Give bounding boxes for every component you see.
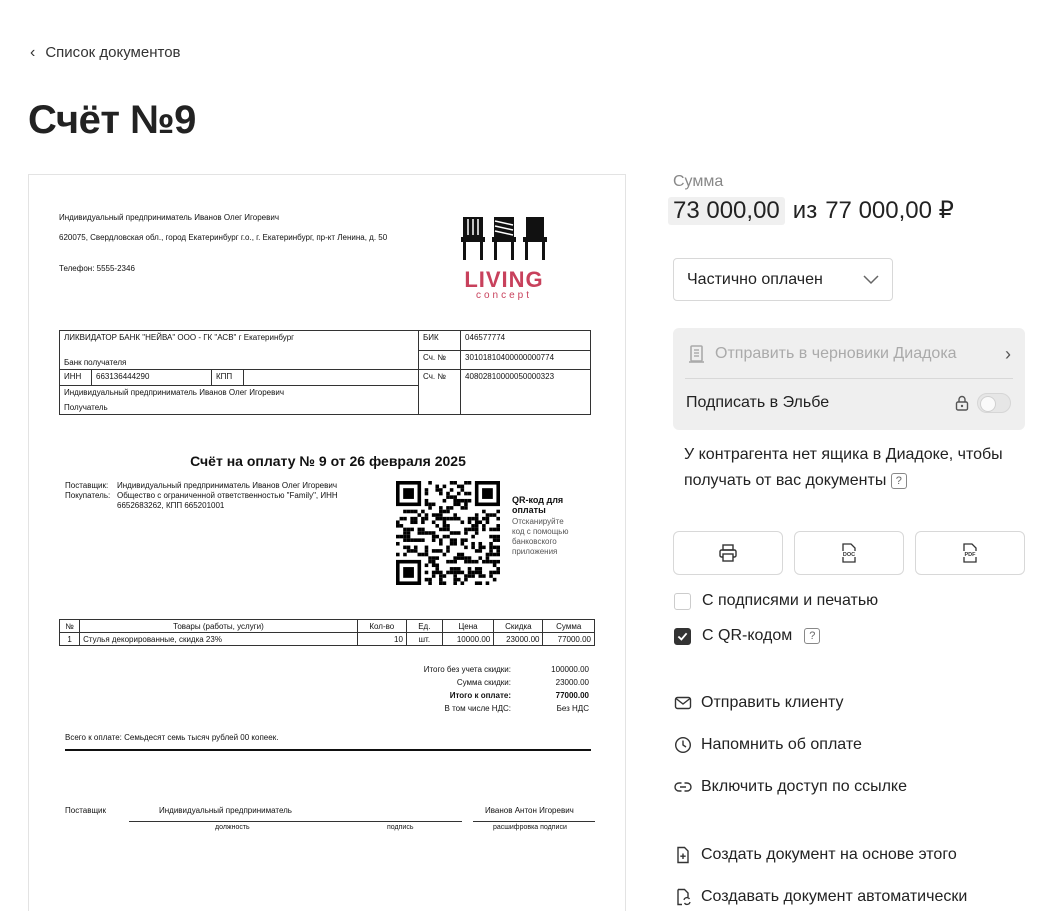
back-link-label: Список документов [45, 44, 181, 61]
help-icon[interactable]: ? [891, 473, 907, 489]
brand-name: LIVING [464, 267, 544, 292]
sign-in-elba-label: Подписать в Эльбе [686, 394, 830, 411]
signature-name: Иванов Антон Игоревич [485, 806, 574, 815]
company-logo [457, 215, 551, 301]
goods-header-cell: Ед. [406, 620, 442, 633]
total-label: Итого без учета скидки: [423, 665, 511, 674]
corr-label: Сч. № [419, 350, 461, 370]
diadoc-notice-text: У контрагента нет ящика в Диадоке, чтобы получать от вас документы [684, 446, 1003, 489]
account-label: Сч. № [419, 370, 461, 415]
sum-amount [668, 196, 954, 225]
total-in-words: Всего к оплате: Семьдесят семь тысяч рублей 00 копеек. [65, 733, 279, 742]
goods-table [59, 619, 595, 646]
buyer-label: Покупатель: [65, 491, 111, 500]
total-label: В том числе НДС: [444, 704, 511, 713]
enable-link-access-button[interactable] [674, 778, 907, 796]
goods-header-cell: № [60, 620, 80, 633]
remind-payment-button[interactable] [674, 736, 862, 754]
diadoc-notice [684, 442, 1014, 494]
goods-cell: 23000.00 [494, 633, 543, 646]
goods-header-cell: Скидка [494, 620, 543, 633]
link-icon [674, 778, 692, 796]
invoice-totals [389, 663, 589, 715]
goods-cell: 1 [60, 633, 80, 646]
clock-icon [674, 736, 692, 754]
bank-details-table [59, 330, 591, 415]
remind-payment-label: Напомнить об оплате [701, 736, 862, 753]
divider [65, 749, 591, 751]
recipient-label: Получатель [64, 403, 108, 412]
buyer-value: Общество с ограниченной ответственностью "Family", ИНН 6652683262, КПП 665201001 [117, 491, 338, 510]
file-repeat-icon [674, 888, 692, 906]
document-icon [687, 344, 707, 364]
caption-sign: подпись [387, 824, 414, 831]
invoice-preview [28, 174, 626, 911]
enable-link-access-label: Включить доступ по ссылке [701, 778, 907, 795]
account-value: 40802810000050000323 [461, 370, 591, 415]
qr-hint: Отсканируйте код с помощью банковского приложения [512, 517, 569, 556]
qr-caption [512, 495, 572, 557]
goods-cell: шт. [406, 633, 442, 646]
bank-recipient-label: Банк получателя [64, 358, 127, 367]
seller-address: 620075, Свердловская обл., город Екатеринбург г.о., г. Екатеринбург, пр-кт Ленина, д. 50 [59, 233, 388, 242]
chevron-down-icon [863, 275, 879, 285]
with-signatures-checkbox[interactable] [674, 592, 878, 610]
with-qr-checkbox[interactable] [674, 627, 820, 645]
printer-icon [718, 543, 738, 563]
goods-cell: 77000.00 [543, 633, 595, 646]
create-based-document-button[interactable] [674, 846, 957, 864]
file-plus-icon [674, 846, 692, 864]
diadoc-panel [673, 328, 1025, 430]
total-amount: 77 000,00 ₽ [825, 197, 954, 224]
pdf-label: PDF [964, 552, 976, 558]
inn-label: ИНН [60, 370, 92, 386]
chevron-right-icon: › [1005, 343, 1011, 364]
goods-header-cell: Сумма [543, 620, 595, 633]
back-link[interactable] [30, 44, 181, 61]
table-row [60, 633, 595, 646]
paid-amount[interactable]: 73 000,00 [668, 197, 785, 225]
signature-line [473, 821, 595, 822]
signature-line [129, 821, 462, 822]
send-to-diadoc-button[interactable] [687, 340, 1011, 368]
create-auto-document-label: Создавать документ автоматически [701, 888, 968, 905]
divider [685, 378, 1013, 379]
supplier-label: Поставщик: [65, 481, 109, 490]
bank-name: ЛИКВИДАТОР БАНК "НЕЙВА" ООО - ГК "АСВ" г Екатеринбург [64, 333, 295, 342]
supplier-value: Индивидуальный предприниматель Иванов Олег Игоревич [117, 481, 338, 490]
with-signatures-label: С подписями и печатью [702, 592, 879, 609]
seller-name: Индивидуальный предприниматель Иванов Олег Игоревич [59, 213, 280, 222]
doc-label: DOC [842, 552, 856, 558]
print-button[interactable] [673, 531, 783, 575]
doc-icon [839, 543, 859, 563]
chairs-icon [457, 215, 551, 261]
checkbox-checked[interactable] [674, 628, 691, 645]
sign-in-elba-toggle[interactable] [977, 393, 1011, 413]
sum-separator: из [792, 196, 818, 224]
goods-cell: Стулья декорированные, скидка 23% [80, 633, 358, 646]
kpp-value [244, 370, 419, 386]
corr-account: 30101810400000000774 [461, 350, 591, 370]
kpp-label: КПП [212, 370, 244, 386]
bik-value: 046577774 [461, 331, 591, 351]
create-based-document-label: Создать документ на основе этого [701, 846, 957, 863]
send-to-client-button[interactable] [674, 694, 843, 712]
check-icon [677, 631, 688, 642]
seller-phone: Телефон: 5555-2346 [59, 264, 135, 273]
brand-sub: concept [475, 290, 533, 301]
qr-title: QR-код для оплаты [512, 495, 564, 515]
total-value: 23000.00 [555, 678, 589, 687]
goods-header-cell: Кол-во [357, 620, 406, 633]
payment-status-select[interactable] [673, 258, 893, 301]
pdf-icon [960, 543, 980, 563]
goods-header-cell: Товары (работы, услуги) [80, 620, 358, 633]
download-doc-button[interactable] [794, 531, 904, 575]
goods-header-cell: Цена [442, 620, 493, 633]
help-icon[interactable]: ? [804, 628, 820, 644]
chevron-left-icon: ‹ [30, 43, 36, 61]
signature-label: Поставщик [65, 806, 107, 815]
with-qr-label: С QR-кодом [702, 627, 793, 644]
mail-icon [674, 694, 692, 712]
total-value: 100000.00 [551, 665, 589, 674]
recipient-name: Индивидуальный предприниматель Иванов Олег Игоревич [64, 388, 285, 397]
payment-qr-code [395, 480, 501, 586]
payment-status-value: Частично оплачен [687, 270, 823, 288]
bik-label: БИК [419, 331, 461, 351]
total-label: Итого к оплате: [449, 691, 511, 700]
goods-cell: 10000.00 [442, 633, 493, 646]
total-value: 77000.00 [555, 691, 589, 700]
total-label: Сумма скидки: [456, 678, 511, 687]
caption-name: расшифровка подписи [493, 824, 567, 831]
signature-position: Индивидуальный предприниматель [159, 806, 292, 815]
total-value: Без НДС [556, 704, 589, 713]
invoice-parties [65, 481, 377, 511]
sign-in-elba-row [686, 390, 1011, 416]
caption-position: должность [215, 824, 250, 831]
sum-label: Сумма [673, 173, 724, 190]
create-auto-document-button[interactable] [674, 888, 967, 906]
checkbox-unchecked[interactable] [674, 593, 691, 610]
inn-value: 663136444290 [92, 370, 212, 386]
goods-cell: 10 [357, 633, 406, 646]
download-pdf-button[interactable] [915, 531, 1025, 575]
invoice-title: Счёт на оплату № 9 от 26 февраля 2025 [190, 453, 466, 469]
lock-icon [955, 395, 969, 411]
page-title: Счёт №9 [28, 98, 196, 142]
send-to-client-label: Отправить клиенту [701, 694, 844, 711]
send-to-diadoc-label: Отправить в черновики Диадока [715, 345, 957, 362]
